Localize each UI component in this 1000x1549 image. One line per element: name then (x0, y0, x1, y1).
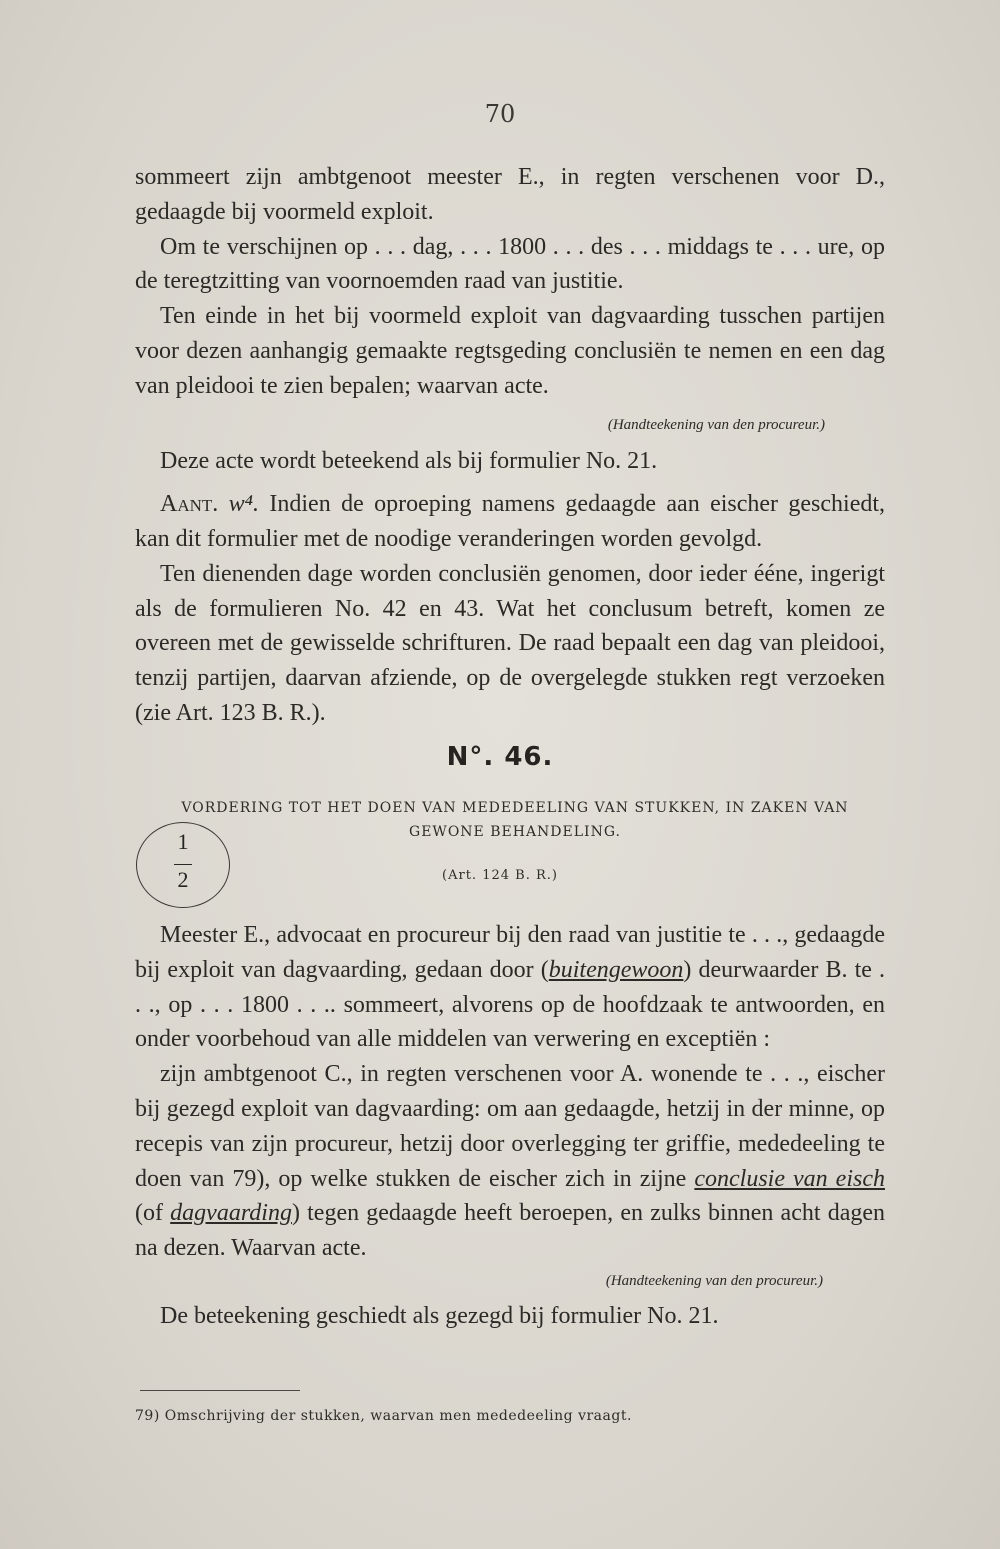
signature-line: (Handteekening van den procureur.) (607, 416, 825, 433)
article-reference: (Art. 124 B. R.) (442, 868, 558, 883)
signature-line-2: (Handteekening van den procureur.) (605, 1272, 823, 1289)
section-form-text (135, 918, 885, 1334)
fraction-denominator: 2 (177, 867, 189, 892)
margin-fraction-stamp (136, 822, 230, 908)
fraction-numerator: 1 (177, 829, 189, 854)
paragraph-continuation: sommeert zijn ambtgenoot meester E., in regten verschenen voor D., gedaagde bij voormeld exploit. (135, 164, 885, 225)
paragraph-note (135, 487, 885, 557)
paragraph-service-2: De beteekening geschiedt als gezegd bij formulier No. 21. (160, 1302, 719, 1329)
note-reference: w⁴. (228, 491, 260, 518)
request-text-c: ) tegen gedaagde heeft beroepen, en zulks binnen acht dagen na dezen. Waarvan acte. (135, 1200, 885, 1262)
paragraph-appearance: Om te verschijnen op . . . dag, . . . 1800 . . . des . . . middags te . . . ure, op de teregtzitting van voornoemden raad van justitie. (135, 233, 885, 295)
paragraph-summons (135, 918, 885, 1057)
request-italic-2: dagvaarding (170, 1200, 292, 1227)
request-text-b: (of (135, 1200, 171, 1227)
summons-text-a: Meester E., advocaat en procureur bij den raad van justitie te . . ., gedaagde bij exploit van dagvaarding, gedaan door ( (135, 922, 885, 983)
footnote-divider (140, 1390, 300, 1391)
footnote: 79) Omschrijving der stukken, waarvan men mededeeling vraagt. (135, 1408, 632, 1424)
request-italic-1: conclusie van eisch (694, 1165, 885, 1192)
note-text: Indien de oproeping namens gedaagde aan eischer geschiedt, kan dit formulier met de noodige veranderingen worden gevolgd. (135, 491, 886, 552)
paragraph-request (135, 1057, 885, 1266)
paragraph-purpose: Ten einde in het bij voormeld exploit van dagvaarding tusschen partijen voor dezen aanhangig gemaakte regtsgeding conclusiën te nemen en een dag van pleidooi te zien bepalen; waarvan acte. (135, 303, 885, 399)
summons-italic: buitengewoon (548, 956, 684, 983)
form-heading: VORDERING TOT HET DOEN VAN MEDEDEELING VAN STUKKEN, IN ZAKEN VAN GEWONE BEHANDELING. (181, 800, 849, 840)
summons-text-b: ) deurwaarder B. te . . ., op . . . 1800 . . .. sommeert, alvorens op de hoofdzaak te antwoorden, en onder voorbehoud van alle middelen van verwering en exceptiën : (135, 956, 886, 1053)
page-number: 70 (484, 100, 516, 128)
section-upper-text (135, 160, 885, 731)
request-text-a: zijn ambtgenoot C., in regten verschenen voor A. wonende te . . ., eischer bij gezegd exploit van dagvaarding: om aan gedaagde, hetzij in der minne, op recepis van zijn procureur, hetzij door overlegging ter griffie, mededeeling te doen van 79), op welke stukken de eischer zich in zijne (135, 1061, 885, 1192)
paragraph-service: Deze acte wordt beteekend als bij formulier No. 21. (160, 448, 658, 475)
note-label: Aant. (160, 491, 219, 518)
paragraph-conclusions: Ten dienenden dage worden conclusiën genomen, door ieder ééne, ingerigt als de formulieren No. 42 en 43. Wat het conclusum betreft, komen ze overeen met de gewisselde schrifturen. De raad bepaalt een dag van pleidooi, tenzij partijen, daarvan afziende, op de overgelegde stukken regt verzoeken (zie Art. 123 B. R.). (135, 560, 885, 726)
form-number-title: N°. 46. (446, 742, 554, 772)
fraction-bar (174, 864, 192, 865)
